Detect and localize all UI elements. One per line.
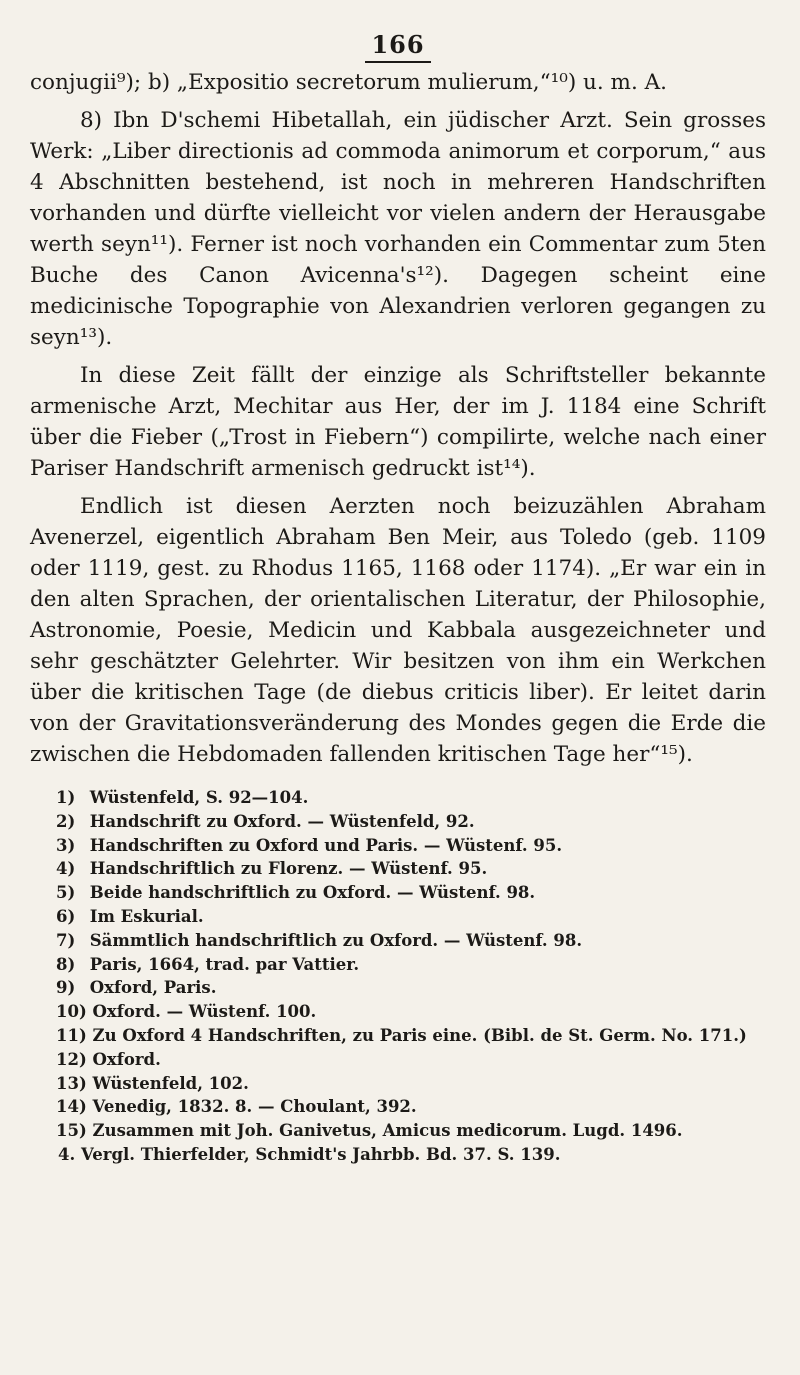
footnote-number: 2) (56, 811, 76, 831)
footnote (56, 834, 766, 858)
footnote-text: Zu Oxford 4 Handschriften, zu Paris eine. (Bibl. de St. Germ. No. 171.) (92, 1025, 747, 1045)
page-number: 166 (30, 30, 766, 63)
footnote (56, 976, 766, 1000)
footnote-text: Sämmtlich handschriftlich zu Oxford. — Wüstenf. 98. (89, 930, 583, 950)
paragraph: conjugii⁹); b) „Expositio secretorum mulierum,“¹⁰) u. m. A. (30, 70, 667, 95)
footnote-number: 8) (56, 954, 76, 974)
footnote-number: 10) (56, 1002, 87, 1022)
footnote (56, 1095, 766, 1119)
footnote (56, 1024, 766, 1048)
footnote-number: 13) (56, 1073, 87, 1093)
footnote-text: Handschriften zu Oxford und Paris. — Wüstenf. 95. (89, 835, 563, 855)
footnote-number: 15) (56, 1121, 87, 1141)
footnotes (30, 786, 766, 1143)
signature-line: 4. Vergl. Thierfelder, Schmidt's Jahrbb. Bd. 37. S. 139. (58, 1144, 561, 1164)
footnote-text: Oxford. (92, 1049, 161, 1069)
footnote-number: 14) (56, 1097, 87, 1117)
footnote (56, 810, 766, 834)
footnote-number: 3) (56, 835, 76, 855)
footnote-text: Oxford, Paris. (89, 978, 217, 998)
footnote (56, 953, 766, 977)
footnote-number: 5) (56, 883, 76, 903)
footnote-text: Venedig, 1832. 8. — Choulant, 392. (92, 1097, 417, 1117)
footnote (56, 1000, 766, 1024)
main-text (30, 67, 766, 770)
footnote-number: 7) (56, 930, 76, 950)
paragraph: 8) Ibn D'schemi Hibetallah, ein jüdischer Arzt. Sein grosses Werk: „Liber directionis ad commoda animorum et corporum,“ aus 4 Abschnitten bestehend, ist noch in mehreren Handschriften vorhanden und dürfte vielleicht vor vielen andern der Herausgabe werth seyn¹¹). Ferner ist noch vorhanden ein Commentar zum 5ten Buche des Canon Avicenna's¹²). Dagegen scheint eine medicinische Topographie von Alexandrien verloren gegangen zu seyn¹³). (30, 108, 766, 350)
footnote-text: Beide handschriftlich zu Oxford. — Wüstenf. 98. (89, 883, 536, 903)
footnote-number: 4) (56, 859, 76, 879)
footnote-text: Zusammen mit Joh. Ganivetus, Amicus medicorum. Lugd. 1496. (92, 1121, 683, 1141)
footnote-number: 1) (56, 788, 76, 807)
footnote (56, 929, 766, 953)
paragraph: Endlich ist diesen Aerzten noch beizuzählen Abraham Avenerzel, eigentlich Abraham Ben Meir, aus Toledo (geb. 1109 oder 1119, gest. zu Rhodus 1165, 1168 oder 1174). „Er war ein in den alten Sprachen, der orientalischen Literatur, der Philosophie, Astronomie, Poesie, Medicin und Kabbala ausgezeichneter und sehr geschätzter Gelehrter. Wir besitzen von ihm ein Werkchen über die kritischen Tage (de diebus criticis liber). Er leitet darin von der Gravitationsveränderung des Mondes gegen die Erde die zwischen die Hebdomaden fallenden kritischen Tage her“¹⁵). (30, 494, 766, 767)
paragraph: In diese Zeit fällt der einzige als Schriftsteller bekannte armenische Arzt, Mechitar aus Her, der im J. 1184 eine Schrift über die Fieber („Trost in Fiebern“) compilirte, welche nach einer Pariser Handschrift armenisch gedruckt ist¹⁴). (30, 363, 766, 481)
footnote-text: Im Eskurial. (89, 906, 204, 926)
footnote (56, 857, 766, 881)
footnote-text: Wüstenfeld, S. 92—104. (89, 788, 309, 807)
footnote-number: 11) (56, 1025, 87, 1045)
footnote (56, 1072, 766, 1096)
footnote-text: Wüstenfeld, 102. (92, 1073, 249, 1093)
footnote-number: 12) (56, 1049, 87, 1069)
footnote-text: Oxford. — Wüstenf. 100. (92, 1002, 317, 1022)
footnote (56, 1119, 766, 1143)
footnote (56, 905, 766, 929)
footnote-number: 9) (56, 978, 76, 998)
footnote-text: Handschrift zu Oxford. — Wüstenfeld, 92. (89, 811, 475, 831)
footnote (56, 786, 766, 810)
footnote-text: Paris, 1664, trad. par Vattier. (89, 954, 360, 974)
footnote-text: Handschriftlich zu Florenz. — Wüstenf. 95. (89, 859, 488, 879)
footnote (56, 881, 766, 905)
footnote (56, 1048, 766, 1072)
footnote-number: 6) (56, 906, 76, 926)
